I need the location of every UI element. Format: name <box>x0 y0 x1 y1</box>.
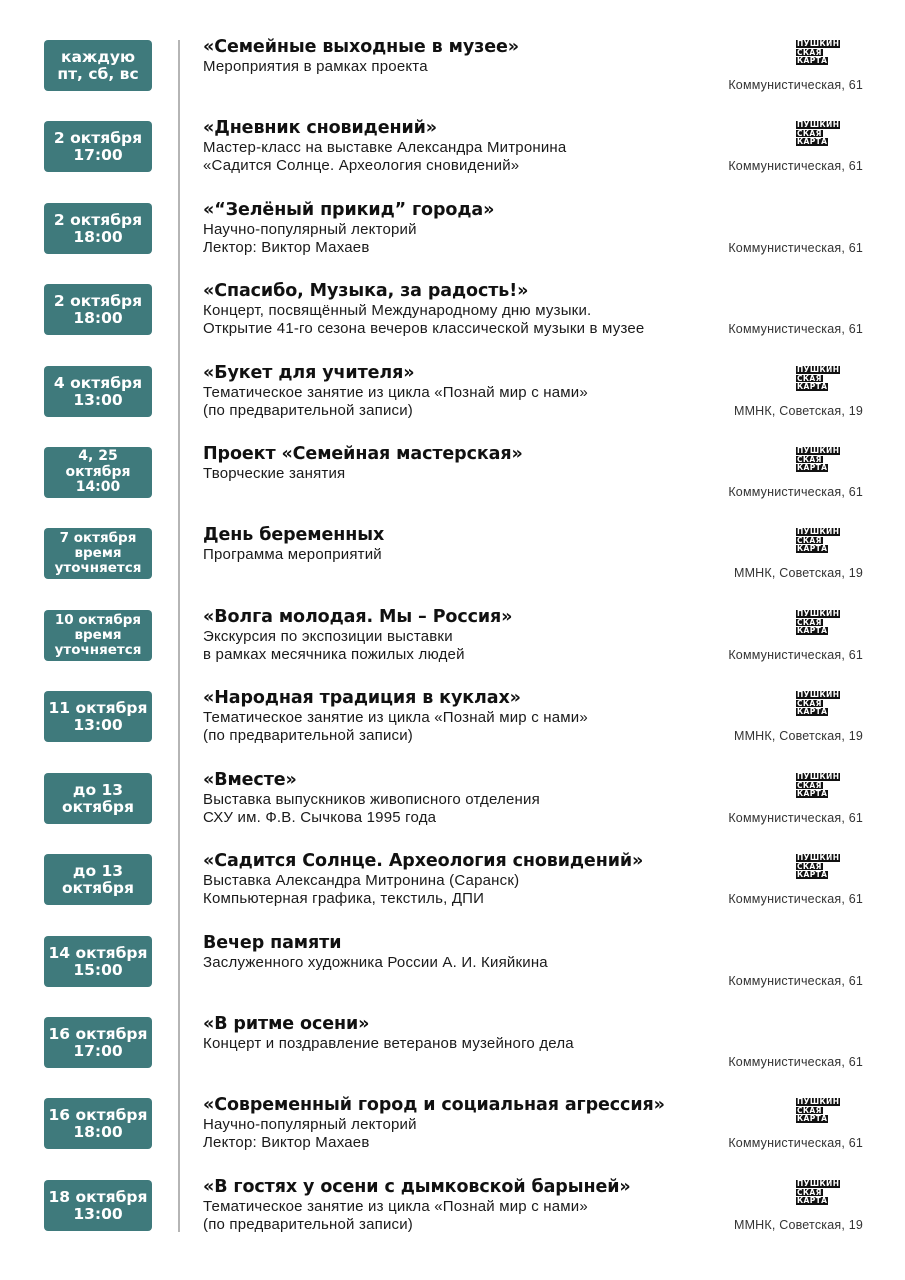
pushkin-card-logo-line: КАРТА <box>797 707 828 716</box>
event-row <box>0 525 905 608</box>
event-title: «Садится Солнце. Археология сновидений» <box>203 851 644 871</box>
event-description-line: Тематическое занятие из цикла «Познай мир с нами» <box>203 709 588 726</box>
pushkin-card-logo-line: ПУШКИН <box>797 365 840 374</box>
pushkin-card-logo-line: ПУШКИН <box>797 1179 840 1188</box>
event-date-line: октября <box>62 878 134 897</box>
event-date-badge <box>44 1098 152 1149</box>
pushkin-card-logo-line: КАРТА <box>797 382 828 391</box>
event-address: Коммунистическая, 61 <box>728 811 863 825</box>
event-date-line: 15:00 <box>73 960 123 979</box>
event-date-line: 2 октября <box>53 210 143 229</box>
event-address: Коммунистическая, 61 <box>728 648 863 662</box>
pushkin-card-logo <box>796 854 862 879</box>
event-description <box>203 465 345 483</box>
event-title: «В гостях у осени с дымковской барыней» <box>203 1177 631 1197</box>
event-description <box>203 1116 417 1152</box>
event-row <box>0 200 905 283</box>
event-row <box>0 1014 905 1097</box>
pushkin-card-logo <box>796 40 862 65</box>
pushkin-card-logo-line: ПУШКИН <box>797 446 840 455</box>
event-date-badge <box>44 447 152 498</box>
pushkin-card-logo-line: КАРТА <box>797 1196 828 1205</box>
event-date-line: пт, сб, вс <box>57 64 139 83</box>
pushkin-card-logo-line: ПУШКИН <box>797 120 840 129</box>
event-description-line: Программа мероприятий <box>203 546 382 563</box>
event-title: «Дневник сновидений» <box>203 118 437 138</box>
pushkin-card-logo-line: КАРТА <box>797 1114 828 1123</box>
event-date-line: 16 октября <box>48 1105 148 1124</box>
event-address: ММНК, Советская, 19 <box>733 1218 863 1232</box>
event-address: Коммунистическая, 61 <box>728 485 863 499</box>
event-date-badge <box>44 1180 152 1231</box>
event-title: «Волга молодая. Мы – Россия» <box>203 607 513 627</box>
pushkin-card-logo-line: КАРТА <box>797 56 828 65</box>
event-date-line: до 13 <box>72 780 124 799</box>
event-description-line: Тематическое занятие из цикла «Познай мир с нами» <box>203 384 588 401</box>
event-description-line: Компьютерная графика, текстиль, ДПИ <box>203 890 485 907</box>
pushkin-card-logo-line: КАРТА <box>797 789 828 798</box>
pushkin-card-logo-line: ПУШКИН <box>797 690 840 699</box>
event-title: Проект «Семейная мастерская» <box>203 444 523 464</box>
event-date-line: октября <box>62 797 134 816</box>
event-title: «“Зелёный прикид” города» <box>203 200 495 220</box>
pushkin-card-logo-line: КАРТА <box>797 463 828 472</box>
event-description <box>203 384 588 420</box>
event-description-line: Экскурсия по экспозиции выставки <box>203 628 453 645</box>
event-date-line: 14:00 <box>75 479 121 496</box>
pushkin-card-logo-line: СКАЯ <box>797 617 822 627</box>
event-row <box>0 363 905 446</box>
event-address: Коммунистическая, 61 <box>728 1136 863 1150</box>
event-address: ММНК, Советская, 19 <box>733 404 863 418</box>
pushkin-card-logo-line: КАРТА <box>797 544 828 553</box>
event-description <box>203 954 548 972</box>
event-row <box>0 1095 905 1178</box>
event-row <box>0 1177 905 1260</box>
event-description <box>203 709 588 745</box>
event-date-line: 10 октября <box>54 612 142 628</box>
event-title: «Вместе» <box>203 770 297 790</box>
event-description-line: Научно-популярный лекторий <box>203 1116 417 1133</box>
event-date-line: 7 октября <box>59 530 137 546</box>
pushkin-card-logo-line: СКАЯ <box>797 47 822 57</box>
event-description-line: Мастер-класс на выставке Александра Митронина <box>203 139 567 156</box>
event-date-line: до 13 <box>72 861 124 880</box>
pushkin-card-logo-line: ПУШКИН <box>797 772 840 781</box>
event-description <box>203 628 465 664</box>
pushkin-card-logo-line: СКАЯ <box>797 1105 822 1115</box>
event-description <box>203 1198 588 1234</box>
pushkin-card-logo-line: СКАЯ <box>797 698 822 708</box>
event-date-line: 16 октября <box>48 1024 148 1043</box>
event-description-line: Выставка Александра Митронина (Саранск) <box>203 872 520 889</box>
event-address: Коммунистическая, 61 <box>728 974 863 988</box>
event-address: Коммунистическая, 61 <box>728 1055 863 1069</box>
pushkin-card-logo-line: ПУШКИН <box>797 39 840 48</box>
event-date-line: 18:00 <box>73 308 123 327</box>
event-date-badge <box>44 936 152 987</box>
event-description-line: Лектор: Виктор Махаев <box>203 1134 370 1151</box>
event-description-line: (по предварительной записи) <box>203 402 414 419</box>
event-row <box>0 688 905 771</box>
event-title: «Семейные выходные в музее» <box>203 37 519 57</box>
event-description <box>203 58 428 76</box>
event-description <box>203 872 519 908</box>
pushkin-card-logo-line: ПУШКИН <box>797 609 840 618</box>
event-date-line: 4, 25 <box>78 448 118 465</box>
event-date-line: 13:00 <box>73 390 123 409</box>
event-title: «Современный город и социальная агрессия» <box>203 1095 665 1115</box>
event-description-line: (по предварительной записи) <box>203 727 414 744</box>
event-date-line: время <box>74 627 122 643</box>
pushkin-card-logo-line: СКАЯ <box>797 128 822 138</box>
event-row <box>0 444 905 527</box>
event-description-line: Заслуженного художника России А. И. Кияйкина <box>203 954 548 971</box>
event-title: «Народная традиция в куклах» <box>203 688 521 708</box>
event-date-line: уточняется <box>54 642 142 658</box>
event-description <box>203 139 566 175</box>
event-date-line: 13:00 <box>73 1204 123 1223</box>
event-date-line: уточняется <box>54 560 142 576</box>
pushkin-card-logo <box>796 121 862 146</box>
event-row <box>0 851 905 934</box>
event-date-line: 14 октября <box>48 943 148 962</box>
event-date-line: 18:00 <box>73 227 123 246</box>
event-date-badge <box>44 366 152 417</box>
event-description-line: в рамках месячника пожилых людей <box>203 646 465 663</box>
event-description-line: Творческие занятия <box>203 465 346 482</box>
event-address: Коммунистическая, 61 <box>728 892 863 906</box>
event-row <box>0 770 905 853</box>
event-title: «Спасибо, Музыка, за радость!» <box>203 281 529 301</box>
event-row <box>0 281 905 364</box>
event-date-line: 4 октября <box>53 373 143 392</box>
pushkin-card-logo-line: СКАЯ <box>797 780 822 790</box>
pushkin-card-logo <box>796 366 862 391</box>
pushkin-card-logo-line: СКАЯ <box>797 535 822 545</box>
event-date-line: 2 октября <box>53 128 143 147</box>
pushkin-card-logo <box>796 528 862 553</box>
event-date-badge <box>44 284 152 335</box>
pushkin-card-logo-line: СКАЯ <box>797 861 822 871</box>
event-address: Коммунистическая, 61 <box>728 78 863 92</box>
event-address: Коммунистическая, 61 <box>728 241 863 255</box>
event-date-line: 13:00 <box>73 715 123 734</box>
event-address: Коммунистическая, 61 <box>728 159 863 173</box>
pushkin-card-logo-line: СКАЯ <box>797 373 822 383</box>
event-date-badge <box>44 40 152 91</box>
event-date-line: 17:00 <box>73 145 123 164</box>
event-date-badge <box>44 854 152 905</box>
event-description <box>203 1035 574 1053</box>
event-description-line: Научно-популярный лекторий <box>203 221 417 238</box>
event-row <box>0 118 905 201</box>
event-date-badge <box>44 203 152 254</box>
pushkin-card-logo <box>796 773 862 798</box>
event-description-line: СХУ им. Ф.В. Сычкова 1995 года <box>203 809 437 826</box>
event-row <box>0 37 905 120</box>
pushkin-card-logo-line: СКАЯ <box>797 1187 822 1197</box>
pushkin-card-logo-line: КАРТА <box>797 870 828 879</box>
event-description-line: «Садится Солнце. Археология сновидений» <box>203 157 520 174</box>
pushkin-card-logo-line: СКАЯ <box>797 454 822 464</box>
pushkin-card-logo-line: ПУШКИН <box>797 527 840 536</box>
event-date-badge <box>44 1017 152 1068</box>
event-description <box>203 791 540 827</box>
event-description-line: Тематическое занятие из цикла «Познай мир с нами» <box>203 1198 588 1215</box>
event-description-line: Открытие 41-го сезона вечеров классической музыки в музее <box>203 320 645 337</box>
event-row <box>0 607 905 690</box>
pushkin-card-logo-line: ПУШКИН <box>797 1097 840 1106</box>
event-date-line: октября <box>65 463 131 480</box>
event-date-line: 18 октября <box>48 1187 148 1206</box>
event-date-badge <box>44 610 152 661</box>
event-date-badge <box>44 528 152 579</box>
event-date-line: 17:00 <box>73 1041 123 1060</box>
pushkin-card-logo <box>796 1098 862 1123</box>
event-date-badge <box>44 691 152 742</box>
pushkin-card-logo-line: ПУШКИН <box>797 853 840 862</box>
event-description <box>203 302 644 338</box>
event-description-line: Лектор: Виктор Махаев <box>203 239 370 256</box>
event-address: ММНК, Советская, 19 <box>733 729 863 743</box>
event-address: ММНК, Советская, 19 <box>733 566 863 580</box>
event-description <box>203 221 417 257</box>
event-description-line: Мероприятия в рамках проекта <box>203 58 428 75</box>
event-date-line: 18:00 <box>73 1122 123 1141</box>
event-title: Вечер памяти <box>203 933 342 953</box>
event-date-line: 2 октября <box>53 291 143 310</box>
event-title: День беременных <box>203 525 385 545</box>
event-address: Коммунистическая, 61 <box>728 322 863 336</box>
event-description-line: Выставка выпускников живописного отделения <box>203 791 540 808</box>
event-description-line: Концерт, посвящённый Международному дню музыки. <box>203 302 592 319</box>
event-date-badge <box>44 773 152 824</box>
event-description-line: Концерт и поздравление ветеранов музейного дела <box>203 1035 574 1052</box>
pushkin-card-logo <box>796 1180 862 1205</box>
event-description <box>203 546 382 564</box>
pushkin-card-logo <box>796 610 862 635</box>
pushkin-card-logo-line: КАРТА <box>797 137 828 146</box>
event-date-line: 11 октября <box>48 698 148 717</box>
event-date-line: время <box>74 545 122 561</box>
pushkin-card-logo <box>796 691 862 716</box>
event-description-line: (по предварительной записи) <box>203 1216 414 1233</box>
event-title: «Букет для учителя» <box>203 363 415 383</box>
event-title: «В ритме осени» <box>203 1014 370 1034</box>
pushkin-card-logo <box>796 447 862 472</box>
event-date-line: каждую <box>60 47 136 66</box>
event-date-badge <box>44 121 152 172</box>
event-row <box>0 933 905 1016</box>
pushkin-card-logo-line: КАРТА <box>797 626 828 635</box>
